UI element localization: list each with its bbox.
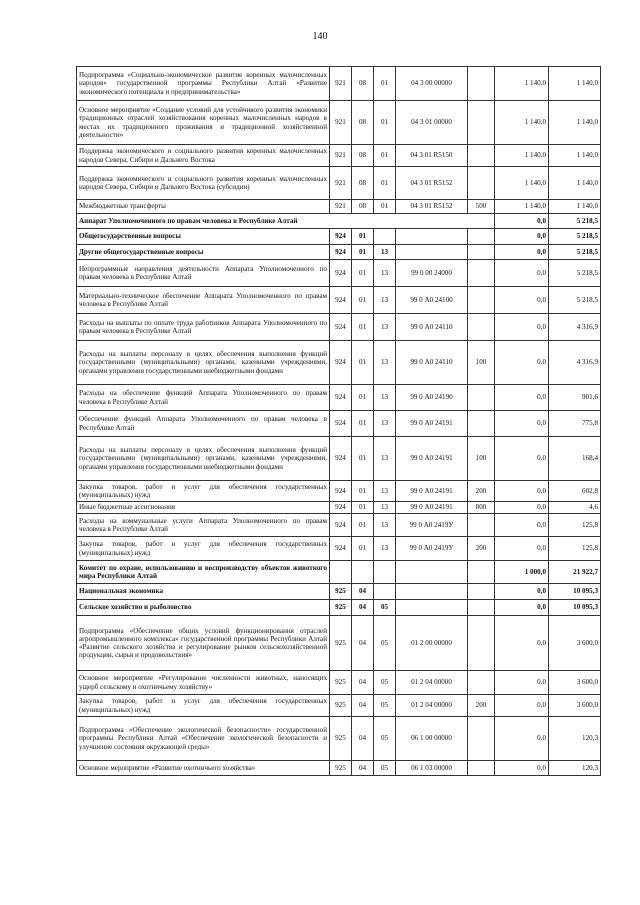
amount-2-cell: 10 095,3: [549, 600, 601, 616]
amount-1-cell: 1 140,0: [495, 167, 549, 200]
gov-code-cell: 921: [330, 101, 352, 145]
table-row: [77, 245, 601, 260]
table-row: [77, 167, 601, 200]
amount-1-cell: 0,0: [495, 260, 549, 287]
amount-2-cell: 5 218,5: [549, 229, 601, 245]
table-row: [77, 481, 601, 502]
gov-code-cell: 924: [330, 245, 352, 260]
subsection-cell: 13: [374, 385, 396, 411]
gov-code-cell: 924: [330, 260, 352, 287]
target-article-cell: [396, 561, 468, 584]
row-name-cell: Подпрограмма «Обеспечение экологической безопасности» государственной программы Республики Алтай «Обеспечение экологической безопасности и улучшение состояния окружающей среды»: [77, 717, 330, 761]
target-article-cell: 99 0 А0 2419У: [396, 537, 468, 561]
subsection-cell: 13: [374, 341, 396, 385]
row-name-cell: Межбюджетные трансферты: [77, 200, 330, 214]
subsection-cell: [374, 229, 396, 245]
subsection-cell: 05: [374, 616, 396, 671]
row-name-cell: Основное мероприятие «Создание условий для устойчивого развития экономики традиционных отраслей хозяйствования коренных малочисленных народов в местах их традиционного проживания и традиционной хозяйственной деятельности»: [77, 101, 330, 145]
gov-code-cell: 925: [330, 761, 352, 776]
subsection-cell: 13: [374, 502, 396, 514]
table-row: [77, 67, 601, 101]
target-article-cell: 99 0 А0 24100: [396, 287, 468, 314]
row-name-cell: Расходы на выплаты персоналу в целях обеспечения выполнения функций государственными (муниципальными) органами, казенными учреждениями, органами управления государственными внебюджетными фондами: [77, 437, 330, 481]
section-cell: 01: [352, 537, 374, 561]
row-name-cell: Непрограммные направления деятельности Аппарата Уполномоченного по правам человека в Республике Алтай: [77, 260, 330, 287]
gov-code-cell: 924: [330, 341, 352, 385]
amount-2-cell: 125,8: [549, 537, 601, 561]
amount-2-cell: 5 218,5: [549, 260, 601, 287]
expense-type-cell: [468, 514, 495, 537]
amount-2-cell: 125,8: [549, 514, 601, 537]
expense-type-cell: [468, 584, 495, 600]
expense-type-cell: 800: [468, 502, 495, 514]
expense-type-cell: 200: [468, 695, 495, 717]
amount-1-cell: 1 140,0: [495, 200, 549, 214]
section-cell: 01: [352, 314, 374, 341]
table-row: [77, 561, 601, 584]
target-article-cell: 06 1 03 00000: [396, 761, 468, 776]
target-article-cell: 04 3 00 00000: [396, 67, 468, 101]
section-cell: 01: [352, 502, 374, 514]
target-article-cell: 99 0 А0 24191: [396, 437, 468, 481]
table-row: [77, 214, 601, 229]
amount-2-cell: 120,3: [549, 717, 601, 761]
amount-1-cell: 0,0: [495, 314, 549, 341]
subsection-cell: 05: [374, 717, 396, 761]
table-row: [77, 616, 601, 671]
gov-code-cell: 925: [330, 671, 352, 695]
gov-code-cell: 924: [330, 502, 352, 514]
table-row: [77, 671, 601, 695]
section-cell: 01: [352, 229, 374, 245]
section-cell: 08: [352, 145, 374, 167]
amount-2-cell: 5 218,5: [549, 287, 601, 314]
amount-1-cell: 0,0: [495, 385, 549, 411]
amount-1-cell: 0,0: [495, 341, 549, 385]
target-article-cell: [396, 245, 468, 260]
amount-2-cell: 168,4: [549, 437, 601, 481]
section-cell: [352, 561, 374, 584]
table-row: [77, 584, 601, 600]
amount-2-cell: 120,3: [549, 761, 601, 776]
subsection-cell: 01: [374, 101, 396, 145]
subsection-cell: 13: [374, 314, 396, 341]
row-name-cell: Аппарат Уполномоченного по правам человека в Республике Алтай: [77, 214, 495, 229]
amount-1-cell: 0,0: [495, 695, 549, 717]
expense-type-cell: [468, 761, 495, 776]
table-row: [77, 502, 601, 514]
table-row: [77, 600, 601, 616]
amount-1-cell: 1 000,0: [495, 561, 549, 584]
amount-2-cell: 1 140,0: [549, 167, 601, 200]
amount-1-cell: 0,0: [495, 245, 549, 260]
amount-1-cell: 1 140,0: [495, 145, 549, 167]
expense-type-cell: [468, 385, 495, 411]
gov-code-cell: 924: [330, 514, 352, 537]
row-name-cell: Расходы на выплаты персоналу в целях обеспечения выполнения функций государственными (муниципальными) органами, казенными учреждениями, органами управления государственными внебюджетными фондами: [77, 341, 330, 385]
target-article-cell: 99 0 А0 24190: [396, 385, 468, 411]
amount-2-cell: 775,8: [549, 411, 601, 437]
expense-type-cell: [468, 67, 495, 101]
expense-type-cell: [468, 717, 495, 761]
amount-2-cell: 1 140,0: [549, 101, 601, 145]
section-cell: 04: [352, 671, 374, 695]
row-name-cell: Общегосударственные вопросы: [77, 229, 330, 245]
gov-code-cell: 921: [330, 145, 352, 167]
amount-1-cell: 0,0: [495, 481, 549, 502]
section-cell: 08: [352, 200, 374, 214]
row-name-cell: Подпрограмма «Обеспечение общих условий функционирования отраслей агропромышленного комплекса» государственной программы Республики Алтай «Развитие сельского хозяйства и регулирование рынков сельскохозяйственной продукции, сырья и продовольствия»: [77, 616, 330, 671]
section-cell: 01: [352, 437, 374, 481]
amount-2-cell: 3 600,0: [549, 695, 601, 717]
amount-1-cell: 0,0: [495, 287, 549, 314]
target-article-cell: 99 0 А0 24191: [396, 502, 468, 514]
row-name-cell: Иные бюджетные ассигнования: [77, 502, 330, 514]
table-row: [77, 514, 601, 537]
section-cell: 08: [352, 101, 374, 145]
section-cell: 01: [352, 260, 374, 287]
target-article-cell: 06 1 00 00000: [396, 717, 468, 761]
row-name-cell: Закупка товаров, работ и услуг для обеспечения государственных (муниципальных) нужд: [77, 481, 330, 502]
amount-1-cell: 1 140,0: [495, 67, 549, 101]
gov-code-cell: 924: [330, 229, 352, 245]
gov-code-cell: 924: [330, 385, 352, 411]
gov-code-cell: 924: [330, 287, 352, 314]
expense-type-cell: [468, 561, 495, 584]
row-name-cell: Другие общегосударственные вопросы: [77, 245, 330, 260]
amount-1-cell: 0,0: [495, 671, 549, 695]
amount-1-cell: 0,0: [495, 214, 549, 229]
section-cell: 01: [352, 481, 374, 502]
subsection-cell: 01: [374, 145, 396, 167]
row-name-cell: Обеспечение функций Аппарата Уполномоченного по правам человека в Республике Алтай: [77, 411, 330, 437]
row-name-cell: Материально-техническое обеспечение Аппарата Уполномоченного по правам человека в Республике Алтай: [77, 287, 330, 314]
amount-1-cell: 1 140,0: [495, 101, 549, 145]
expense-type-cell: [468, 411, 495, 437]
section-cell: 01: [352, 245, 374, 260]
target-article-cell: 99 0 А0 24191: [396, 411, 468, 437]
gov-code-cell: 925: [330, 584, 352, 600]
target-article-cell: 04 3 01 00000: [396, 101, 468, 145]
amount-1-cell: 0,0: [495, 502, 549, 514]
subsection-cell: 01: [374, 167, 396, 200]
table-row: [77, 437, 601, 481]
amount-1-cell: 0,0: [495, 537, 549, 561]
page-number: 140: [312, 31, 328, 42]
section-cell: 01: [352, 385, 374, 411]
row-name-cell: Сельское хозяйство и рыболовство: [77, 600, 330, 616]
gov-code-cell: 925: [330, 600, 352, 616]
target-article-cell: 01 2 00 00000: [396, 616, 468, 671]
expense-type-cell: [468, 245, 495, 260]
row-name-cell: Основное мероприятие «Регулирование численности животных, наносящих ущерб сельскому и охотничьему хозяйству»: [77, 671, 330, 695]
expense-type-cell: 100: [468, 341, 495, 385]
amount-1-cell: 0,0: [495, 411, 549, 437]
subsection-cell: [374, 561, 396, 584]
target-article-cell: 99 0 А0 2419У: [396, 514, 468, 537]
row-name-cell: Расходы на обеспечение функций Аппарата Уполномоченного по правам человека в Республике Алтай: [77, 385, 330, 411]
expense-type-cell: [468, 260, 495, 287]
target-article-cell: 99 0 А0 24110: [396, 341, 468, 385]
section-cell: 08: [352, 167, 374, 200]
subsection-cell: 13: [374, 514, 396, 537]
gov-code-cell: 924: [330, 437, 352, 481]
expense-type-cell: [468, 145, 495, 167]
table-row: [77, 260, 601, 287]
target-article-cell: 04 3 01 R5150: [396, 145, 468, 167]
expense-type-cell: 200: [468, 481, 495, 502]
amount-1-cell: 0,0: [495, 600, 549, 616]
gov-code-cell: 925: [330, 616, 352, 671]
table-row: [77, 341, 601, 385]
target-article-cell: 04 3 01 R5152: [396, 200, 468, 214]
subsection-cell: [374, 584, 396, 600]
gov-code-cell: 924: [330, 537, 352, 561]
amount-2-cell: 3 600,0: [549, 671, 601, 695]
table-row: [77, 385, 601, 411]
section-cell: 04: [352, 600, 374, 616]
expense-type-cell: [468, 314, 495, 341]
target-article-cell: 01 2 04 00000: [396, 671, 468, 695]
expense-type-cell: [468, 287, 495, 314]
amount-1-cell: 0,0: [495, 514, 549, 537]
expense-type-cell: 200: [468, 537, 495, 561]
subsection-cell: 01: [374, 200, 396, 214]
expense-type-cell: 500: [468, 200, 495, 214]
amount-1-cell: 0,0: [495, 761, 549, 776]
row-name-cell: Национальная экономика: [77, 584, 330, 600]
amount-2-cell: 4,6: [549, 502, 601, 514]
table-row: [77, 145, 601, 167]
gov-code-cell: 921: [330, 67, 352, 101]
gov-code-cell: 924: [330, 481, 352, 502]
amount-2-cell: 901,6: [549, 385, 601, 411]
target-article-cell: 04 3 01 R5152: [396, 167, 468, 200]
gov-code-cell: 921: [330, 167, 352, 200]
target-article-cell: [396, 600, 468, 616]
amount-1-cell: 0,0: [495, 616, 549, 671]
expense-type-cell: [468, 616, 495, 671]
section-cell: 04: [352, 695, 374, 717]
gov-code-cell: 924: [330, 411, 352, 437]
amount-2-cell: 5 218,5: [549, 214, 601, 229]
row-name-cell: Поддержка экономического и социального развития коренных малочисленных народов Севера, Сибири и Дальнего Востока (субсидии): [77, 167, 330, 200]
section-cell: 01: [352, 411, 374, 437]
gov-code-cell: 921: [330, 200, 352, 214]
gov-code-cell: 924: [330, 314, 352, 341]
table-row: [77, 717, 601, 761]
section-cell: 08: [352, 67, 374, 101]
subsection-cell: 05: [374, 695, 396, 717]
expense-type-cell: [468, 600, 495, 616]
subsection-cell: 05: [374, 671, 396, 695]
amount-2-cell: 4 316,9: [549, 341, 601, 385]
table-row: [77, 229, 601, 245]
subsection-cell: 13: [374, 260, 396, 287]
subsection-cell: 01: [374, 67, 396, 101]
amount-1-cell: 0,0: [495, 717, 549, 761]
amount-1-cell: 0,0: [495, 584, 549, 600]
expense-type-cell: 100: [468, 437, 495, 481]
target-article-cell: 99 0 А0 24191: [396, 481, 468, 502]
table-row: [77, 101, 601, 145]
table-row: [77, 200, 601, 214]
amount-2-cell: 1 140,0: [549, 145, 601, 167]
row-name-cell: Подпрограмма «Социально-экономическое развитие коренных малочисленных народов» государственной программы Республики Алтай «Развитие экономического потенциала и предпринимательства»: [77, 67, 330, 101]
expense-type-cell: [468, 167, 495, 200]
subsection-cell: 13: [374, 481, 396, 502]
target-article-cell: [396, 229, 468, 245]
table-row: [77, 761, 601, 776]
amount-1-cell: 0,0: [495, 229, 549, 245]
amount-2-cell: 4 316,9: [549, 314, 601, 341]
expense-type-cell: [468, 229, 495, 245]
section-cell: 04: [352, 616, 374, 671]
section-cell: 01: [352, 341, 374, 385]
amount-2-cell: 5 218,5: [549, 245, 601, 260]
target-article-cell: [396, 584, 468, 600]
expense-type-cell: [468, 671, 495, 695]
row-name-cell: Комитет по охране, использованию и воспроизводству объектов животного мира Республики Алтай: [77, 561, 330, 584]
table-row: [77, 695, 601, 717]
subsection-cell: 13: [374, 411, 396, 437]
amount-2-cell: 21 922,7: [549, 561, 601, 584]
row-name-cell: Закупка товаров, работ и услуг для обеспечения государственных (муниципальных) нужд: [77, 537, 330, 561]
amount-2-cell: 1 140,0: [549, 200, 601, 214]
amount-1-cell: 0,0: [495, 437, 549, 481]
subsection-cell: 13: [374, 537, 396, 561]
gov-code-cell: [330, 561, 352, 584]
subsection-cell: 05: [374, 600, 396, 616]
row-name-cell: Основное мероприятие «Развитие охотничьего хозяйства»: [77, 761, 330, 776]
gov-code-cell: 925: [330, 695, 352, 717]
amount-2-cell: 602,8: [549, 481, 601, 502]
row-name-cell: Расходы на выплаты по оплате труда работников Аппарата Уполномоченного по правам человека в Республике Алтай: [77, 314, 330, 341]
row-name-cell: Расходы на коммунальные услуги Аппарата Уполномоченного по правам человека в Республике Алтай: [77, 514, 330, 537]
section-cell: 04: [352, 761, 374, 776]
target-article-cell: 01 2 04 00000: [396, 695, 468, 717]
target-article-cell: 99 0 А0 24110: [396, 314, 468, 341]
subsection-cell: 13: [374, 245, 396, 260]
section-cell: 01: [352, 287, 374, 314]
amount-2-cell: 3 600,0: [549, 616, 601, 671]
budget-table: [76, 66, 601, 776]
row-name-cell: Поддержка экономического и социального развития коренных малочисленных народов Севера, Сибири и Дальнего Востока: [77, 145, 330, 167]
table-row: [77, 287, 601, 314]
amount-2-cell: 1 140,0: [549, 67, 601, 101]
row-name-cell: Закупка товаров, работ и услуг для обеспечения государственных (муниципальных) нужд: [77, 695, 330, 717]
table-row: [77, 314, 601, 341]
table-row: [77, 411, 601, 437]
section-cell: 01: [352, 514, 374, 537]
subsection-cell: 13: [374, 437, 396, 481]
subsection-cell: 13: [374, 287, 396, 314]
subsection-cell: 05: [374, 761, 396, 776]
target-article-cell: 99 0 00 24000: [396, 260, 468, 287]
amount-2-cell: 10 095,3: [549, 584, 601, 600]
expense-type-cell: [468, 101, 495, 145]
section-cell: 04: [352, 717, 374, 761]
section-cell: 04: [352, 584, 374, 600]
gov-code-cell: 925: [330, 717, 352, 761]
table-row: [77, 537, 601, 561]
